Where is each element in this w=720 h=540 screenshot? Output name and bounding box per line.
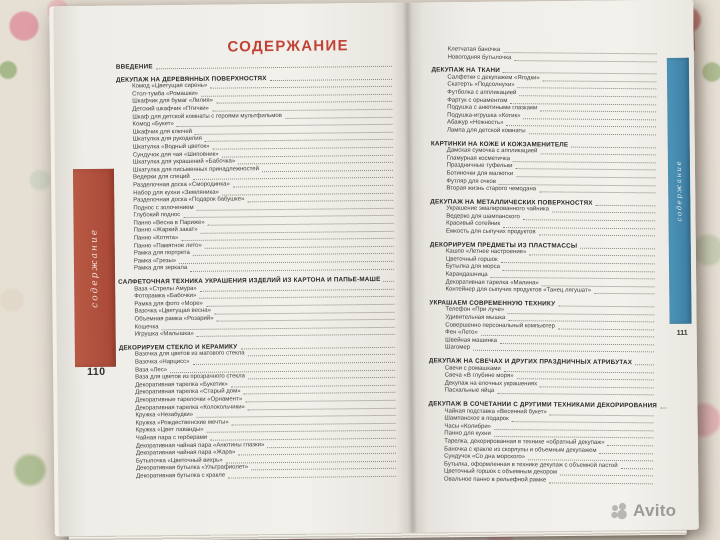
dotted-leader [580,247,655,249]
toc-entry-label: УКРАШАЕМ СОВРЕМЕННУЮ ТЕХНИКУ [429,299,556,308]
toc-entry-label: Поднос с золочением [133,204,194,212]
toc-entry-label: Скатерть «Подсолнухи» [447,81,515,89]
toc-entry-label: Декоративная чайная пара «Жара» [135,449,236,457]
toc-entry-label: Цветочный горшок [445,256,498,263]
dotted-leader [514,60,656,62]
toc-section-heading [116,61,393,71]
toc-entry-label: Декоративная бутылка с кракле [136,472,226,480]
toc-entry-label: Ваза для цветов из прозрачного стекла [135,373,245,381]
toc-entry-label: Тарелка, декорированная в технике «обратный декупаж» [444,438,605,446]
toc-entry-label: Панно «Котята» [133,235,179,242]
toc-entry-label: Украшение эмалированного чайника [446,205,550,213]
toc-entry [119,329,396,339]
toc-entry-label: ДЕКУПАЖ НА ТКАНИ [431,66,500,75]
toc-entry-label: Фартук с орнаментом [447,97,508,104]
toc-entry-label: Вазочка «Нарцисс» [134,358,190,366]
book-spread [53,0,699,536]
dotted-leader [190,268,394,271]
toc-entry-label: Салфетки с декупажем «Ягодки» [447,74,540,82]
toc-entry-label: Бутылка, оформленная в технике декупаж с объемной пастой [444,461,618,469]
toc-entry-label: Ваза «Стрелы Амура» [134,285,197,293]
toc-entry-label: Декоративная тарелка «Букетик» [135,381,228,389]
toc-entry-label: Новогодняя бутылочка [447,54,512,61]
toc-entry [431,127,657,137]
toc-entry-label: Шкатулка «Водный цветок» [132,143,210,151]
toc-entry-label: Рамка для фото «Море» [134,300,203,308]
left-chapter-tab [73,169,116,367]
toc-entry-label: Панно «Памятное лето» [133,242,202,250]
dotted-leader [621,468,653,469]
toc-entry-label: Рамка «Грезы» [133,257,177,265]
dotted-leader [497,393,653,395]
toc-entry-label: Телефон «При луче» [445,306,505,314]
toc-entry-label: Контейнер для сыпучих продуктов «Танец лягушат» [445,286,592,295]
toc-entry [118,263,395,273]
toc-entry [430,185,656,195]
toc-entry-label: САЛФЕТОЧНАЯ ТЕХНИКА УКРАШЕНИЯ ИЗДЕЛИЙ ИЗ КАРТОНА И ПАПЬЕ-МАШЕ [118,275,381,286]
toc-entry-label: Бутылочка «Цветочный вихрь» [135,457,223,465]
avito-watermark-label: Avito [633,501,677,520]
dotted-leader [549,482,653,484]
toc-entry-label: Ваза «Лес» [135,366,168,374]
toc-entry-label: Сундучок для чая «Шиповник» [132,151,219,159]
toc-entry-label: Набор для кухни «Земляника» [133,189,219,197]
toc-entry-label: Вторая жизнь старого чемодана [446,185,537,193]
toc-entry [430,228,656,238]
toc-entry-label: Декоративная тарелка «Старый дом» [135,388,241,396]
toc-entry-label: ДЕКОРИРУЕМ ПРЕДМЕТЫ ИЗ ПЛАСТМАССЫ [429,241,578,250]
toc-entry-label: Шкафчик для бумаг «Лилия» [132,98,213,105]
dotted-leader [558,305,654,307]
toc-entry-label: Праздничные туфельки [446,162,513,170]
toc-entry-label: Шкаф для детской комнаты с героями мультфильмов [132,112,282,121]
toc-entry-label: Декоративные тарелочки «Орнамент» [135,396,243,404]
toc-entry-label: Клетчатая баночка [447,46,501,54]
toc-entry-label: Гламурная косметичка [446,155,511,162]
toc-entry-label: Подушка с анютиными глазками [447,104,538,112]
toc-entry-label: Панно «Весна в Париже» [133,219,205,227]
toc-entry-label: Декоративная чайная пара «Анютины глазки» [135,441,265,450]
toc-entry-label: ВВЕДЕНИЕ [115,63,153,71]
toc-entry-label: КАРТИНКИ НА КОЖЕ И КОЖЗАМЕНИТЕЛЕ [430,139,569,149]
dotted-leader [529,133,656,135]
toc-entry-label: Часы «Колибри» [444,423,492,430]
toc-entry [429,388,655,398]
toc-entry-label: Объемная рамка «Розарий» [134,315,214,323]
right-page-content [428,46,658,485]
toc-entry [432,54,658,64]
dotted-leader [552,212,655,214]
toc-entry-label: Ботиночки для малютки [446,170,514,178]
left-page-content [116,37,398,481]
toc-entry [430,287,656,297]
toc-entry-label: Сундучок «Со дна морского» [444,453,526,461]
toc-entry-label: Разделочная доска «Смородинка» [133,181,230,189]
toc-entry-label: Свечи с ромашками [444,365,501,372]
toc-entry [120,471,397,481]
toc-entry-label: Совершенно персональный компьютер [445,322,556,330]
dotted-leader [608,445,654,446]
right-page [407,0,699,533]
dotted-leader [197,334,395,337]
dotted-leader [594,293,654,295]
toc-entry-label: Панно для кухни [444,430,491,438]
toc-entry-label: Декупаж на елочных украшениях [444,380,538,388]
toc-entry-label: Овальное панно в рельефной рамке [443,476,547,484]
dotted-leader [539,192,655,194]
right-page-number: 111 [676,329,688,337]
left-page-number: 110 [87,365,106,379]
toc-entry-label: Емкость для сыпучих продуктов [446,228,536,236]
toc-entry-label: Комод «Цветущая сирень» [132,82,208,90]
toc-entry-label: Рамка для портрета [133,250,190,257]
dotted-leader [558,328,654,330]
dotted-leader [596,205,656,207]
dotted-leader [599,452,653,453]
toc-entry-label: Рамка для зеркала [133,265,188,272]
toc-entry-label: Кружка «Незабудки» [135,412,194,419]
dotted-leader [571,146,656,148]
toc-entry-label: Пасхальные яйца [444,387,495,395]
toc-entry-label: Красивый сотейник [446,221,501,228]
toc-entry-label: Футляр для очков [446,178,496,185]
toc-entry-label: Кружка «Цвет лаванды» [135,427,204,434]
toc-entry-label: Шкатулка для письменных принадлежностей [132,165,260,174]
toc-entry-label: Шкатулка для украшений «Бабочка» [132,158,236,166]
dotted-leader [660,407,666,408]
toc-entry-label: Вазочка для цветов из матового стекла [134,350,245,358]
toc-entry-label: Шкафчик для ключей [132,128,193,136]
toc-entry-label: Шагомер [445,344,471,352]
toc-entry-label: Игрушка «Малышка» [134,331,194,338]
toc-entry-label: Фен «Лето» [445,329,478,337]
toc-entry-label: ДЕКУПАЖ НА СВЕЧАХ И ДРУГИХ ПРАЗДНИЧНЫХ АТРИБУТАХ [428,357,633,367]
toc-entry-label: Подушка-игрушка «Котик» [447,112,521,119]
toc-entry-label: Абажур «Нежность» [446,119,504,127]
toc-entry-label: ДЕКОРИРУЕМ СТЕКЛО И КЕРАМИКУ [118,343,238,352]
toc-entry-label: Бутылка для морса [445,263,500,271]
toc-entry-label: ДЕКУПАЖ НА МЕТАЛЛИЧЕСКИХ ПОВЕРХНОСТЯХ [430,198,593,207]
left-page [53,3,413,537]
toc-right-column [428,46,658,485]
toc-entry-label: Швейная машинка [445,337,498,344]
toc-entry-label: Чайная подставка «Весенний букет» [444,408,547,415]
toc-entry-label: Ведерки для специй [133,174,190,181]
avito-logo-icon [610,502,628,520]
toc-entry-label: Удивительная мышка [445,314,506,322]
toc-entry-label: Баночка с кракле из скорлупы и объемным декупажем [444,446,597,454]
toc-entry-label: Карандашница [445,271,488,278]
toc-entry [429,345,655,355]
dotted-leader [383,281,394,282]
toc-entry-label: Декоративная бутылка «Ультрафиолет» [136,464,249,472]
toc-entry-label: Разделочная доска «Подарок бабушке» [133,196,245,204]
toc-entry-label: Футболка с аппликацией [447,89,517,97]
dotted-leader [539,235,655,237]
toc-entry-label: Декоративная тарелка «Колокольчики» [135,403,245,412]
toc-entry [428,476,654,486]
toc-entry-label: Ведерко для шампанского [446,213,520,221]
toc-entry-label: Вазочка «Цветущая весна» [134,308,212,315]
dotted-leader [228,476,396,479]
chapter-tab-label: содержание [89,227,100,308]
toc-entry-label: Глубокий поднос [133,212,181,219]
toc-entry-label: Кружка «Рождественские мечты» [135,419,229,427]
toc-entry-label: Панно «Жаркий закат» [133,227,198,235]
toc-entry-label: Цветочный горшок с объемным декором [443,468,558,476]
dotted-leader [156,66,392,69]
toc-entry-label: Декоративная тарелка «Малина» [445,279,539,286]
toc-entry-label: ДЕКУПАЖ В СОЧЕТАНИИ С ДРУГИМИ ТЕХНИКАМИ ДЕКОРИРОВАНИЯ [428,400,658,410]
toc-entry-label: Кашпо «Летнее настроение» [445,248,527,256]
toc-entry-label: Дамская сумочка с аппликацией [446,147,538,155]
toc-entry-label: Шкатулка для рукоделия [132,136,202,143]
toc-entry-label: Шампанское в подарок [444,415,509,423]
toc-entry-label: ДЕКУПАЖ НА ДЕРЕВЯННЫХ ПОВЕРХНОСТЯХ [115,74,267,84]
chapter-tab-label: содержание [674,159,684,222]
toc-entry-label: Комод «Букет» [132,121,174,128]
toc-entry-label: Кошечка [134,323,159,331]
right-chapter-tab [667,58,692,324]
avito-watermark [610,501,676,521]
dotted-leader [560,475,653,477]
toc-left-column [116,61,397,481]
toc-entry-label: Детский шкафчик «Птички» [132,105,209,113]
toc-entry-label: Свеча «В глубине моря» [444,372,514,380]
toc-entry-label: Фоторамка «Бабочки» [134,293,197,300]
toc-entry-label: Лампа для детской комнаты [446,127,526,135]
toc-entry-label: Чайная пара с герберами [135,434,208,442]
toc-entry-label: Стол-тумба «Ромашки» [132,90,199,98]
contents-title: СОДЕРЖАНИЕ [227,37,349,56]
dotted-leader [473,350,654,353]
dotted-leader [550,414,654,416]
dotted-leader [635,364,654,365]
